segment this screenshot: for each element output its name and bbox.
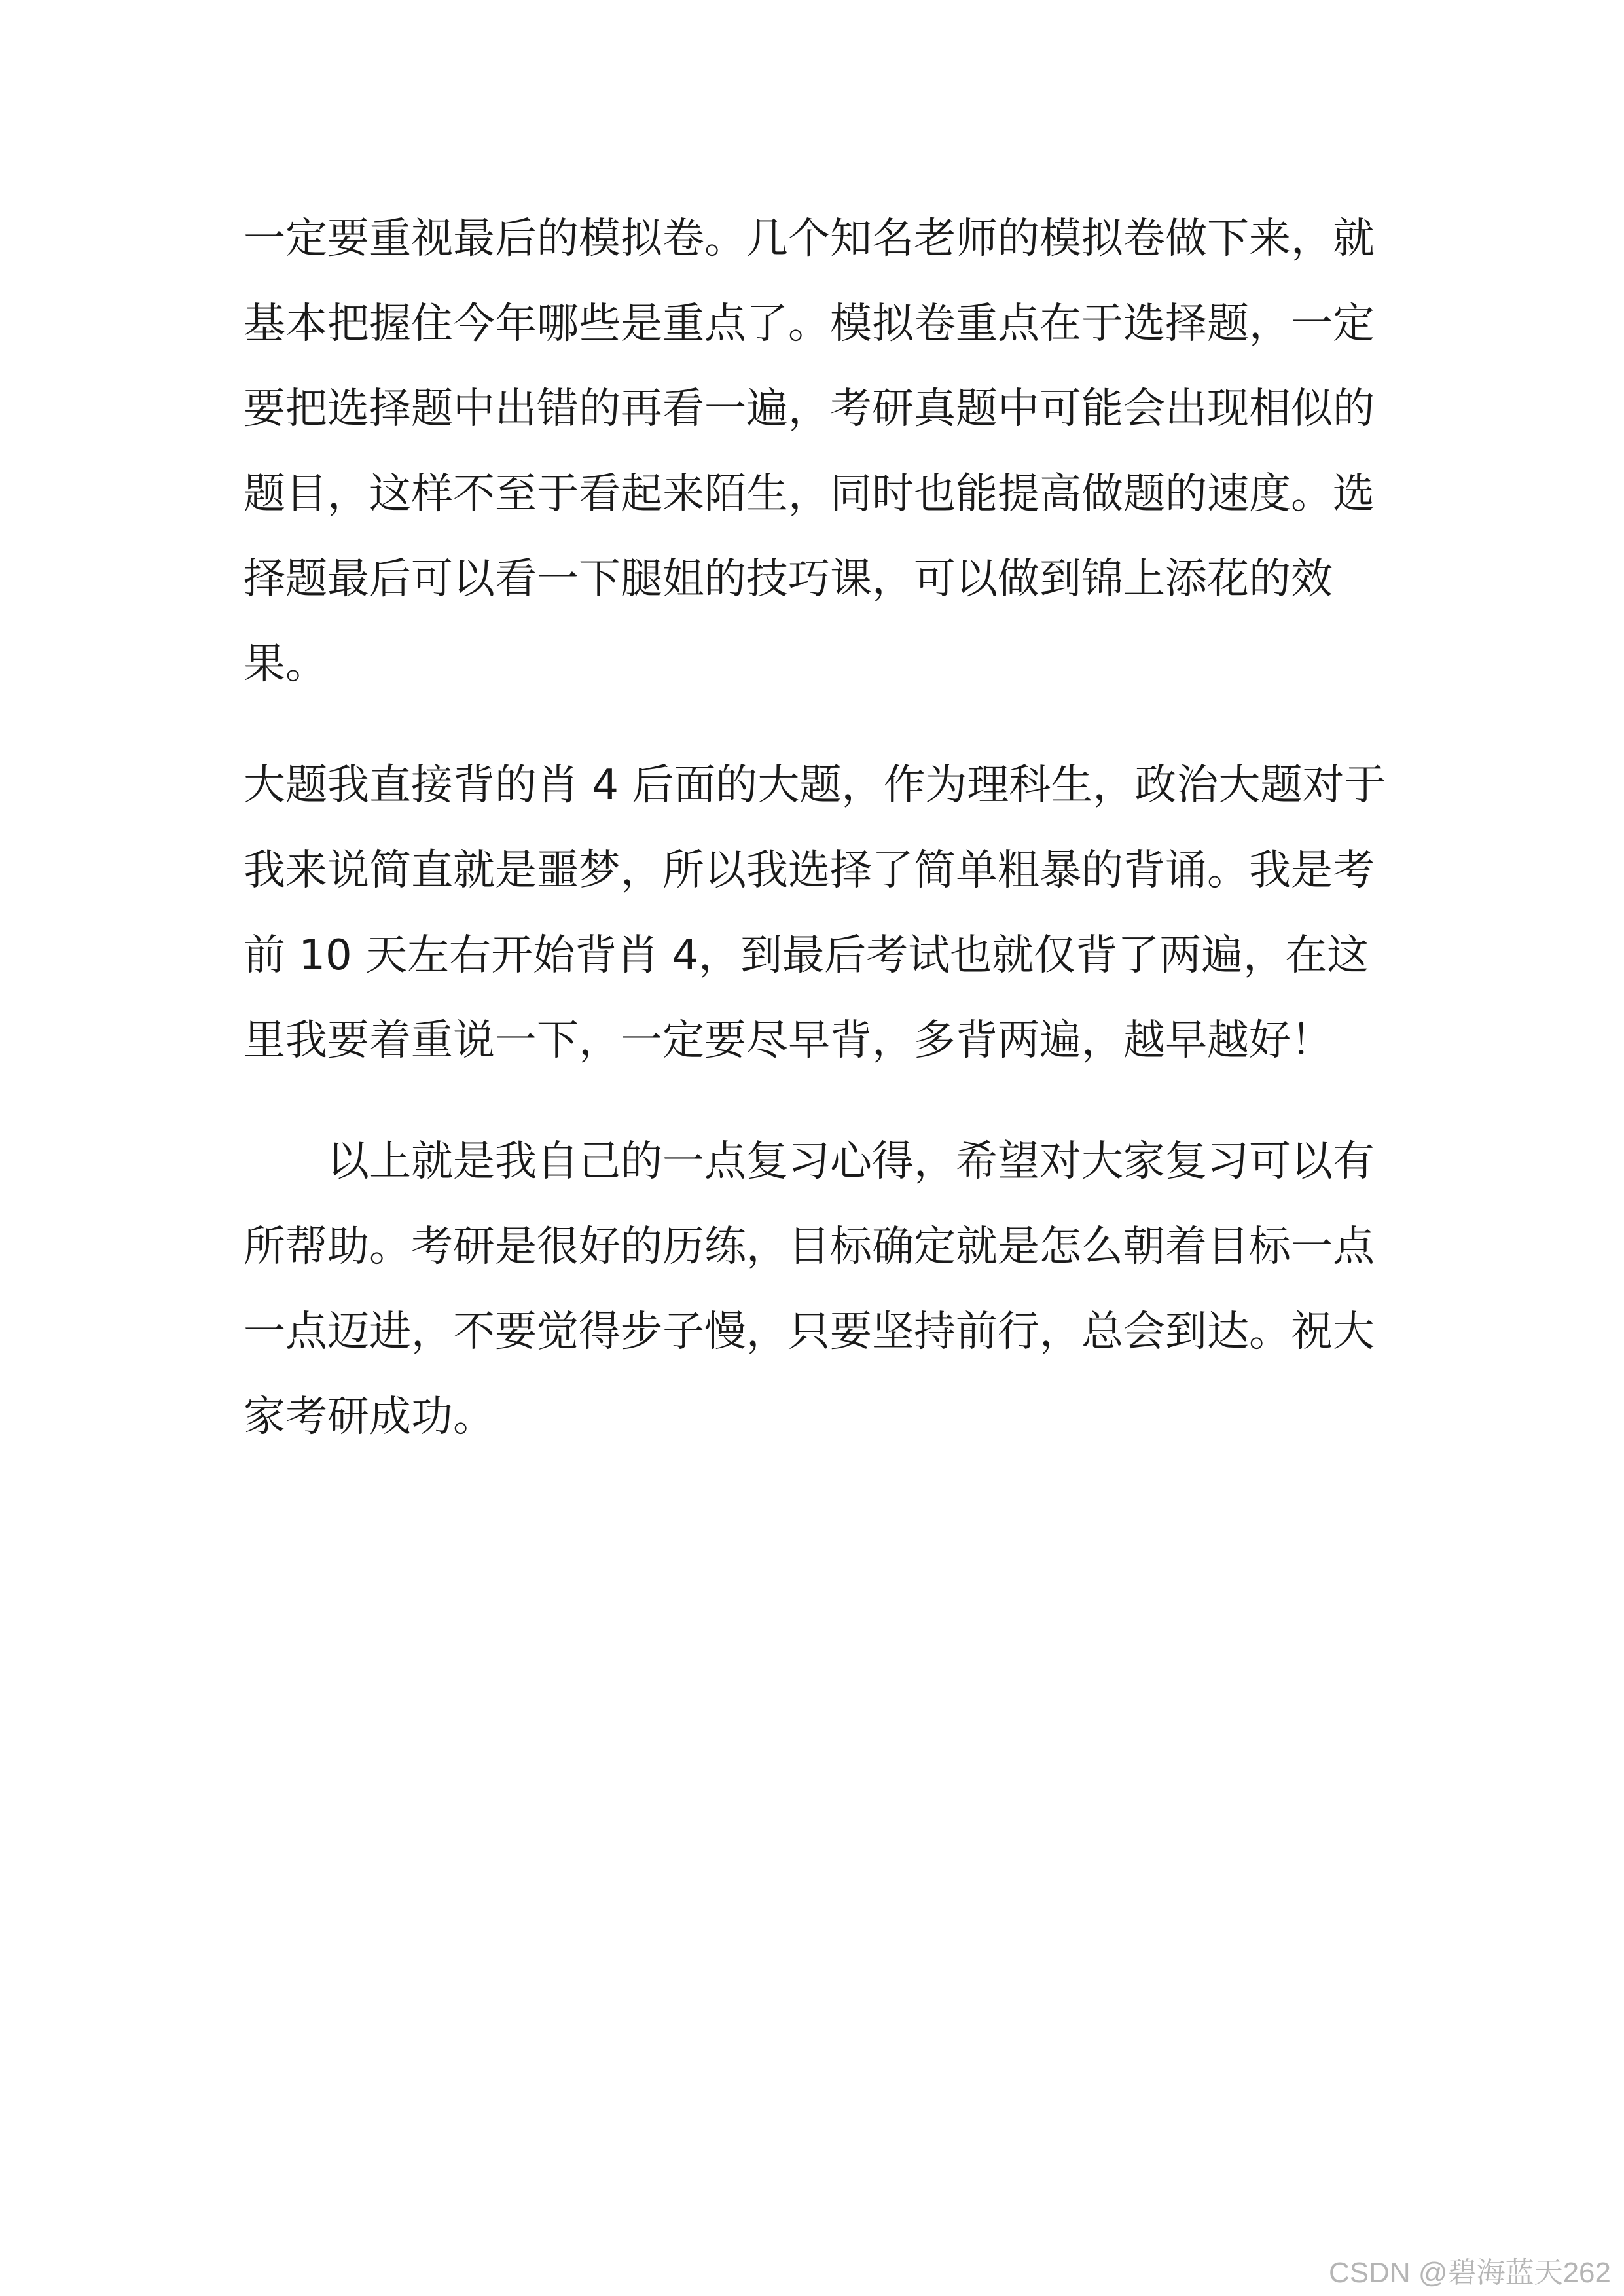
paragraph-conclusion <box>244 1119 1375 1460</box>
text-line: 要把选择题中出错的再看一遍，考研真题中可能会出现相似的 <box>244 385 1375 433</box>
text-line: 家考研成功。 <box>244 1393 495 1441</box>
document-body <box>244 196 1386 1496</box>
text-line: 题目，这样不至于看起来陌生，同时也能提高做题的速度。选 <box>244 470 1375 518</box>
text-line: 一定要重视最后的模拟卷。几个知名老师的模拟卷做下来，就 <box>244 215 1375 263</box>
text-line: 前 10 天左右开始背肖 4，到最后考试也就仅背了两遍，在这 <box>244 931 1369 980</box>
text-line: 以上就是我自己的一点复习心得，希望对大家复习可以有 <box>327 1138 1375 1186</box>
paragraph-essay-questions <box>244 743 1386 1083</box>
text-line: 我来说简直就是噩梦，所以我选择了简单粗暴的背诵。我是考 <box>244 846 1375 895</box>
text-line: 果。 <box>244 640 327 689</box>
csdn-watermark: CSDN @碧海蓝天262 <box>1329 2257 1611 2289</box>
text-line: 里我要着重说一下，一定要尽早背，多背两遍，越早越好！ <box>244 1016 1333 1065</box>
text-line: 所帮助。考研是很好的历练，目标确定就是怎么朝着目标一点 <box>244 1223 1375 1271</box>
text-line: 一点迈进，不要觉得步子慢，只要坚持前行，总会到达。祝大 <box>244 1308 1375 1356</box>
text-line: 择题最后可以看一下腿姐的技巧课，可以做到锦上添花的效 <box>244 555 1333 603</box>
text-line: 基本把握住今年哪些是重点了。模拟卷重点在于选择题，一定 <box>244 300 1375 348</box>
text-line: 大题我直接背的肖 4 后面的大题，作为理科生，政治大题对于 <box>244 761 1386 810</box>
paragraph-mock-exams <box>244 196 1375 707</box>
